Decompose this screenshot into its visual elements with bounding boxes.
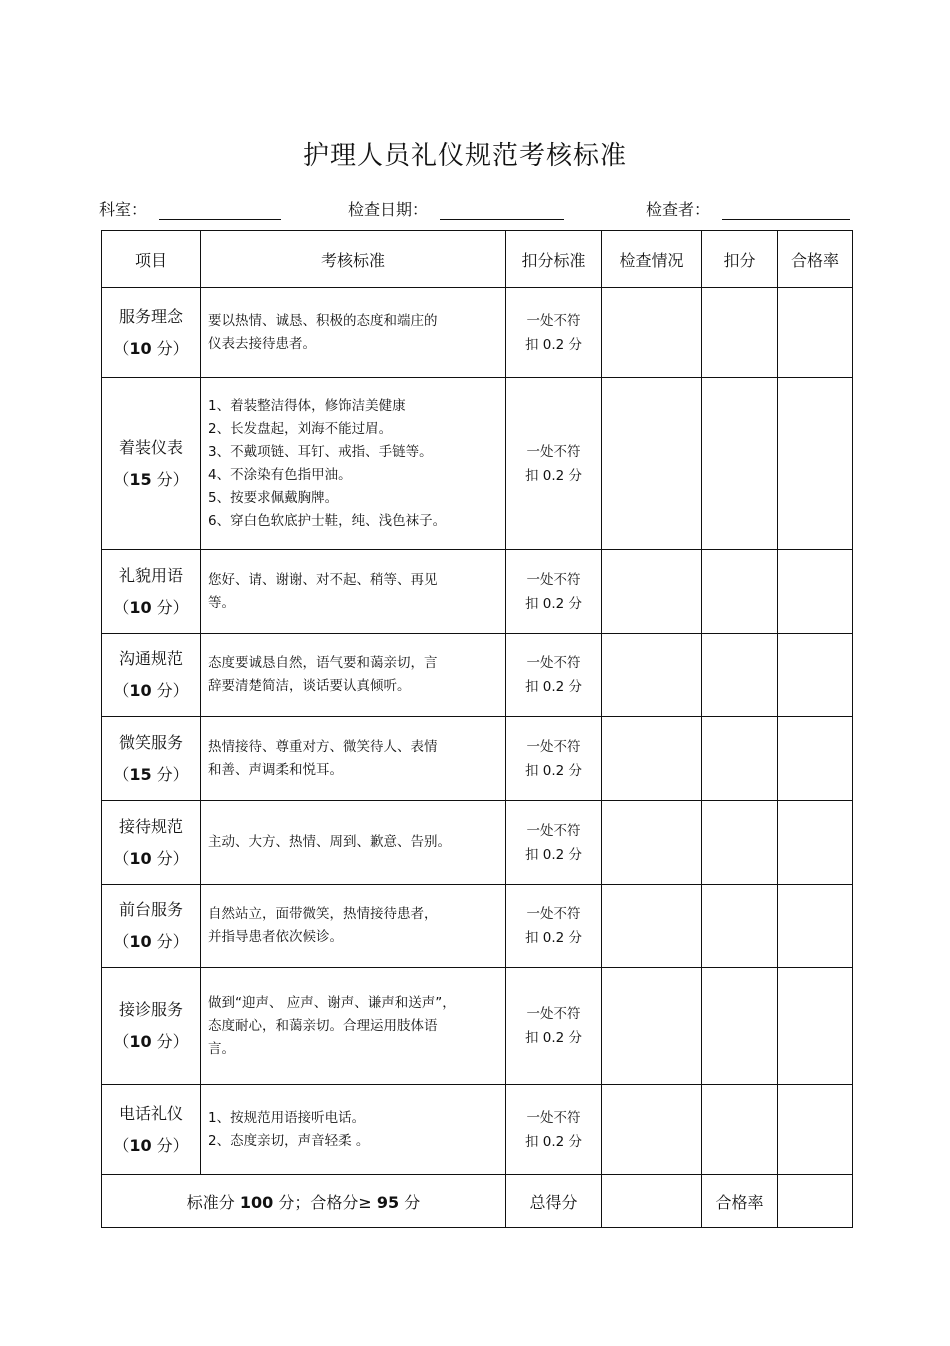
standard-cell <box>201 378 506 550</box>
item-cell <box>102 1085 201 1175</box>
inspection-cell[interactable] <box>602 801 702 885</box>
deduction-rule: 一处不符 <box>526 312 581 329</box>
dept-blank[interactable] <box>159 203 281 220</box>
table-footer-row <box>102 1175 853 1228</box>
deduction-amount: 扣 0.2 分 <box>524 679 583 695</box>
deduction-cell[interactable] <box>702 1085 778 1175</box>
standard-line: 4、不涂染有色指甲油。 <box>208 466 352 483</box>
deduction-cell[interactable] <box>702 801 778 885</box>
standard-line: 做到“迎声、 应声、谢声、谦声和送声”， <box>208 994 456 1011</box>
dept-label: 科室： <box>99 200 148 219</box>
deduction-standard-cell <box>506 885 602 968</box>
total-score-label: 总得分 <box>506 1175 602 1228</box>
standard-line: 并指导患者依次候诊。 <box>208 929 343 945</box>
table-row <box>102 1085 853 1175</box>
deduction-amount: 扣 0.2 分 <box>524 1133 583 1150</box>
deduction-amount: 扣 0.2 分 <box>524 336 583 353</box>
deduction-amount: 扣 0.2 分 <box>524 1030 583 1046</box>
item-cell <box>102 885 201 968</box>
document-title: 护理人员礼仪规范考核标准 <box>302 141 627 171</box>
deduction-rule: 一处不符 <box>526 1006 581 1022</box>
deduction-cell[interactable] <box>702 288 778 378</box>
pass-rate-cell[interactable] <box>778 378 853 550</box>
deduction-standard-cell <box>506 288 602 378</box>
standard-cell <box>201 968 506 1085</box>
standard-line: 3、不戴项链、耳钉、戒指、手链等。 <box>208 443 433 460</box>
item-name: 接诊服务 <box>118 1000 183 1019</box>
standard-cell <box>201 550 506 634</box>
deduction-amount: 扣 0.2 分 <box>524 930 583 946</box>
inspection-cell[interactable] <box>602 885 702 968</box>
deduction-cell[interactable] <box>702 378 778 550</box>
item-score: （10 分） <box>113 1135 189 1155</box>
deduction-amount: 扣 0.2 分 <box>524 846 583 863</box>
item-name: 接待规范 <box>118 816 183 836</box>
date-label: 检查日期： <box>348 200 429 219</box>
pass-rate-cell[interactable] <box>778 550 853 634</box>
standard-line: 您好、请、谢谢、对不起、稍等、再见 <box>208 571 438 588</box>
standard-score-text: 标准分 100 分；合格分≥ 95 分 <box>102 1175 506 1228</box>
item-score: （10 分） <box>113 597 189 617</box>
standard-cell <box>201 634 506 717</box>
deduction-rule: 一处不符 <box>526 1109 581 1126</box>
item-score: （10 分） <box>113 338 189 358</box>
deduction-amount: 扣 0.2 分 <box>524 467 583 484</box>
item-cell <box>102 550 201 634</box>
header-deduction-standard: 扣分标准 <box>506 231 602 288</box>
item-cell <box>102 634 201 717</box>
standard-line: 要以热情、诚恳、积极的态度和端庄的 <box>208 312 438 329</box>
item-name: 沟通规范 <box>118 649 183 668</box>
standard-line: 2、态度亲切，声音轻柔 。 <box>208 1132 370 1149</box>
dept-field <box>99 197 281 220</box>
standard-cell <box>201 885 506 968</box>
item-cell <box>102 378 201 550</box>
inspection-cell[interactable] <box>602 378 702 550</box>
table-row <box>102 550 853 634</box>
standard-line: 5、按要求佩戴胸牌。 <box>208 489 339 506</box>
standard-line: 仪表去接待患者。 <box>208 335 316 352</box>
item-name: 前台服务 <box>118 900 183 919</box>
pass-rate-cell[interactable] <box>778 634 853 717</box>
item-score: （10 分） <box>113 932 189 951</box>
deduction-standard-cell <box>506 634 602 717</box>
deduction-standard-cell <box>506 968 602 1085</box>
pass-rate-cell[interactable] <box>778 968 853 1085</box>
item-name: 着装仪表 <box>118 437 183 457</box>
footer-pass-rate-cell[interactable] <box>778 1175 853 1228</box>
item-name: 服务理念 <box>118 306 183 326</box>
pass-rate-cell[interactable] <box>778 288 853 378</box>
table-row <box>102 288 853 378</box>
item-cell <box>102 801 201 885</box>
table-row <box>102 634 853 717</box>
standard-cell <box>201 288 506 378</box>
standard-cell <box>201 1085 506 1175</box>
inspection-cell[interactable] <box>602 968 702 1085</box>
item-score: （10 分） <box>113 1032 189 1051</box>
standard-cell <box>201 801 506 885</box>
item-cell <box>102 717 201 801</box>
total-score-cell[interactable] <box>602 1175 702 1228</box>
table-row <box>102 378 853 550</box>
deduction-cell[interactable] <box>702 968 778 1085</box>
standard-line: 热情接待、尊重对方、微笑待人、表情 <box>208 738 438 755</box>
assessment-table <box>101 230 853 1228</box>
table-header-row <box>102 231 853 288</box>
table-row <box>102 968 853 1085</box>
item-cell <box>102 968 201 1085</box>
inspection-cell[interactable] <box>602 1085 702 1175</box>
inspector-label: 检查者： <box>646 200 711 219</box>
header-standard: 考核标准 <box>201 231 506 288</box>
deduction-rule: 一处不符 <box>526 571 581 588</box>
inspector-field <box>646 197 850 220</box>
standard-line: 1、着装整洁得体，修饰洁美健康 <box>208 397 406 414</box>
header-pass-rate: 合格率 <box>778 231 853 288</box>
deduction-rule: 一处不符 <box>526 822 581 839</box>
table-row <box>102 801 853 885</box>
standard-line: 和善、声调柔和悦耳。 <box>208 761 343 778</box>
date-field <box>348 197 564 220</box>
pass-rate-cell[interactable] <box>778 1085 853 1175</box>
inspector-blank[interactable] <box>722 203 850 220</box>
inspection-cell[interactable] <box>602 550 702 634</box>
table-row <box>102 717 853 801</box>
deduction-cell[interactable] <box>702 885 778 968</box>
deduction-standard-cell <box>506 550 602 634</box>
item-name: 电话礼仪 <box>118 1103 183 1123</box>
deduction-rule: 一处不符 <box>526 738 581 755</box>
pass-rate-cell[interactable] <box>778 801 853 885</box>
deduction-rule: 一处不符 <box>526 655 581 671</box>
item-score: （10 分） <box>113 681 189 700</box>
deduction-rule: 一处不符 <box>526 443 581 460</box>
deduction-cell[interactable] <box>702 717 778 801</box>
table-row <box>102 885 853 968</box>
deduction-standard-cell <box>506 717 602 801</box>
deduction-cell[interactable] <box>702 550 778 634</box>
item-score: （10 分） <box>113 848 189 868</box>
item-score: （15 分） <box>113 469 189 489</box>
deduction-cell[interactable] <box>702 634 778 717</box>
standard-line: 言。 <box>208 1040 235 1057</box>
standard-line: 辞要清楚简洁，谈话要认真倾听。 <box>208 678 411 694</box>
deduction-standard-cell <box>506 378 602 550</box>
header-deduction: 扣分 <box>702 231 778 288</box>
standard-line: 主动、大方、热情、周到、歉意、告别。 <box>208 834 451 850</box>
deduction-standard-cell <box>506 1085 602 1175</box>
pass-rate-cell[interactable] <box>778 717 853 801</box>
item-name: 礼貌用语 <box>118 565 183 585</box>
standard-line: 自然站立，面带微笑，热情接待患者， <box>208 906 438 922</box>
pass-rate-cell[interactable] <box>778 885 853 968</box>
deduction-rule: 一处不符 <box>526 906 581 922</box>
standard-line: 6、穿白色软底护士鞋，纯、浅色袜子。 <box>208 512 447 529</box>
deduction-amount: 扣 0.2 分 <box>524 595 583 612</box>
inspection-cell[interactable] <box>602 288 702 378</box>
deduction-standard-cell <box>506 801 602 885</box>
standard-line: 2、长发盘起，刘海不能过眉。 <box>208 420 393 437</box>
header-inspection: 检查情况 <box>602 231 702 288</box>
standard-cell <box>201 717 506 801</box>
item-score: （15 分） <box>113 764 189 784</box>
standard-line: 态度要诚恳自然，语气要和蔼亲切，言 <box>208 655 438 671</box>
inspection-cell[interactable] <box>602 717 702 801</box>
deduction-amount: 扣 0.2 分 <box>524 762 583 779</box>
standard-line: 1、按规范用语接听电话。 <box>208 1109 366 1126</box>
inspection-cell[interactable] <box>602 634 702 717</box>
item-name: 微笑服务 <box>118 732 183 752</box>
footer-pass-rate-label: 合格率 <box>702 1175 778 1228</box>
item-cell <box>102 288 201 378</box>
standard-line: 等。 <box>208 594 235 611</box>
date-blank[interactable] <box>440 203 564 220</box>
standard-line: 态度耐心，和蔼亲切。合理运用肢体语 <box>208 1017 438 1034</box>
header-item: 项目 <box>102 231 201 288</box>
